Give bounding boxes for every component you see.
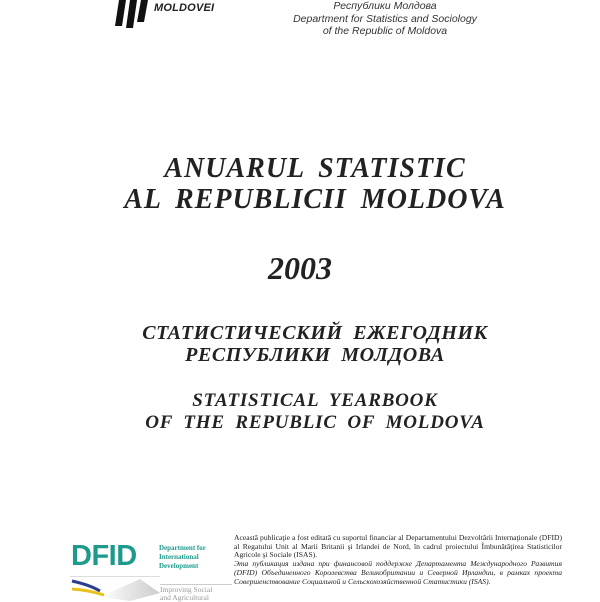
isas-text [160, 584, 232, 602]
department-line: of the Republic of Moldova [322, 25, 448, 37]
title-line: СТАТИСТИЧЕСКИЙ ЕЖЕГОДНИК [142, 322, 488, 344]
title-line: STATISTICAL YEARBOOK [192, 390, 438, 411]
isas-line: and Agricultural [160, 593, 209, 602]
title-line: AL REPUBLICII MOLDOVA [124, 184, 506, 215]
isas-line: Improving Social [160, 585, 213, 594]
year: 2003 [268, 250, 332, 286]
title-english [0, 390, 600, 434]
title-romanian [0, 153, 600, 215]
logo-text: MOLDOVEI [154, 2, 215, 14]
credit-romanian: Această publicaţie a fost editată cu suportul financiar al Departamentului Dezvoltării Internaţionale (DFID) al Regatului Unit al Marii Britanii şi Irlandei de Nord, în cadrul proiectului Îmbunătăţirea Statisticilor Agricole şi Sociale (ISAS). [234, 533, 562, 560]
title-russian [0, 322, 600, 366]
dfid-sub-line: Development [159, 562, 199, 570]
isas-logo-icon [70, 576, 160, 601]
dfid-logo: DFID [71, 540, 137, 572]
dfid-sub-line: Department for [159, 544, 206, 552]
funding-credits [234, 534, 562, 586]
title-line: ANUARUL STATISTIC [164, 153, 466, 184]
title-line: OF THE REPUBLIC OF MOLDOVA [145, 412, 485, 433]
department-line: Республики Молдова [333, 0, 437, 12]
dfid-subtitle [159, 544, 206, 571]
title-line: РЕСПУБЛИКИ МОЛДОВА [185, 344, 445, 366]
department-name [270, 0, 500, 38]
credit-russian: Эта публикация издана при финансовой поддержке Департамента Международного Развития (DFID) Объединенного Королевства Великобритании и Северной Ирландии, в рамках проекта Совершенствование Социальной и Сельскохозяйственной Статистики (ISAS). [234, 559, 562, 586]
department-line: Department for Statistics and Sociology [293, 12, 477, 25]
dfid-sub-line: International [159, 553, 199, 561]
department-logo-icon [113, 0, 153, 30]
